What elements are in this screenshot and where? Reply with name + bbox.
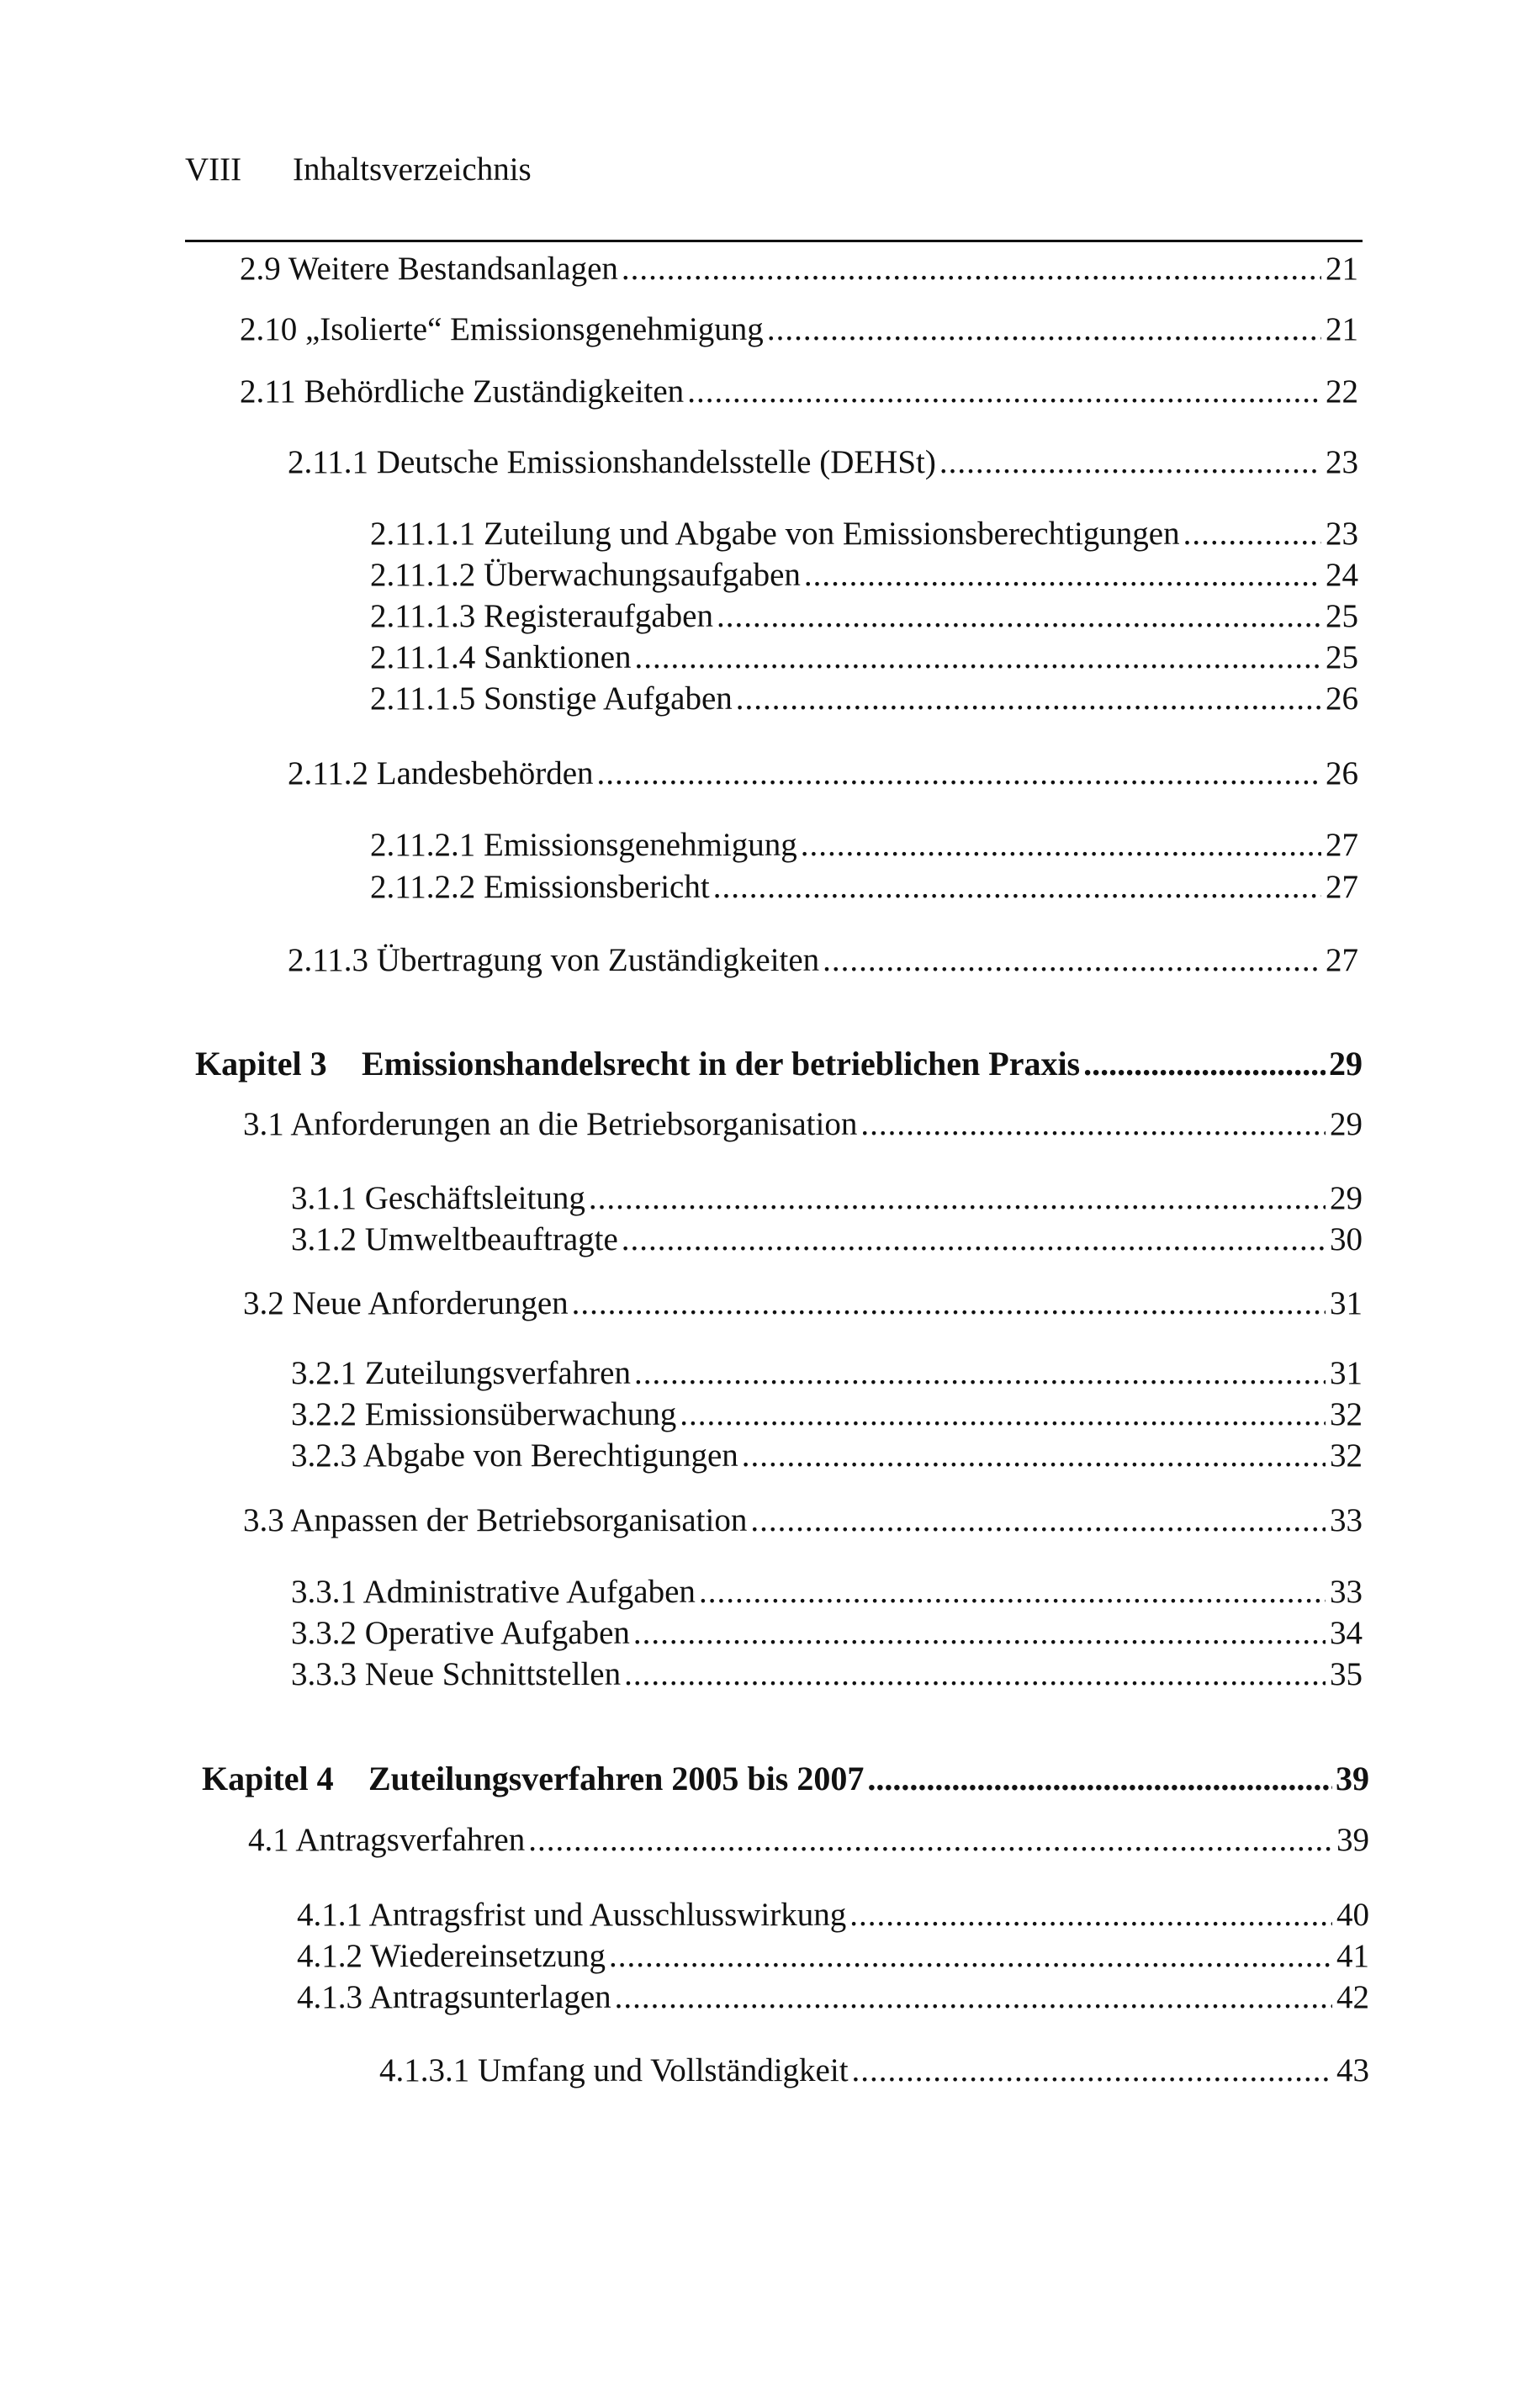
toc-entry-title: 3.2 Neue Anforderungen (243, 1285, 569, 1321)
toc-chapter-title (202, 1762, 864, 1796)
dot-leader (572, 1287, 1326, 1320)
toc-entry-title: 2.11.1.5 Sonstige Aufgaben (370, 680, 733, 717)
toc-entry-title: 3.3.2 Operative Aufgaben (291, 1615, 630, 1651)
dot-leader (852, 2054, 1332, 2087)
toc-entry-page: 29 (1330, 1106, 1363, 1142)
header-title: Inhaltsverzeichnis (293, 151, 532, 188)
dot-leader (713, 871, 1321, 903)
toc-entry-page: 24 (1326, 557, 1358, 593)
dot-leader (609, 1940, 1332, 1972)
toc-entry[interactable] (370, 600, 1358, 633)
toc-entry-page: 34 (1330, 1615, 1363, 1651)
toc-entry-title: 2.10 „Isolierte“ Emissionsgenehmigung (240, 311, 764, 347)
toc-entry[interactable] (240, 252, 1358, 285)
toc-entry-title: 4.1.1 Antragsfrist und Ausschlusswirkung (297, 1897, 847, 1933)
toc-entry-page: 29 (1330, 1180, 1363, 1216)
toc-entry[interactable] (240, 375, 1358, 408)
dot-leader (750, 1504, 1326, 1537)
toc-entry-title: 3.3 Anpassen der Betriebsorganisation (243, 1502, 748, 1538)
chapter-label: Kapitel 3 (195, 1045, 327, 1083)
dot-leader (849, 1898, 1332, 1931)
toc-entry[interactable] (240, 313, 1358, 346)
toc-entry-page: 21 (1326, 311, 1358, 347)
header-rule (185, 240, 1363, 242)
dot-leader (860, 1108, 1326, 1141)
toc-entry-page: 25 (1326, 598, 1358, 634)
toc-entry-title: 2.11 Behördliche Zuständigkeiten (240, 373, 685, 410)
chapter-title-text: Emissionshandelsrecht in der betrieblichen Praxis (362, 1045, 1081, 1083)
toc-entry-page: 31 (1330, 1285, 1363, 1321)
toc-entry-page: 29 (1329, 1045, 1363, 1083)
toc-entry-page: 43 (1336, 2052, 1369, 2088)
toc-entry-page: 27 (1326, 827, 1358, 863)
toc-entry[interactable] (370, 682, 1358, 715)
toc-entry-page: 39 (1336, 1760, 1369, 1797)
toc-entry[interactable] (243, 1287, 1363, 1320)
toc-entry-page: 35 (1330, 1656, 1363, 1692)
dot-leader (939, 446, 1321, 479)
dot-leader (528, 1824, 1332, 1856)
toc-entry[interactable] (288, 944, 1358, 977)
toc-entry[interactable] (297, 1898, 1369, 1931)
toc-entry-title: 3.1.2 Umweltbeauftragte (291, 1221, 618, 1257)
dot-leader (615, 1981, 1332, 2014)
toc-chapter-entry[interactable] (202, 1762, 1369, 1796)
toc-entry[interactable] (243, 1108, 1363, 1141)
toc-entry[interactable] (291, 1398, 1363, 1431)
toc-entry[interactable] (248, 1824, 1369, 1856)
toc-entry-title: 2.11.1.4 Sanktionen (370, 639, 632, 675)
toc-entry-title: 3.1.1 Geschäftsleitung (291, 1180, 585, 1216)
toc-entry-page: 27 (1326, 942, 1358, 978)
dot-leader (1183, 517, 1321, 550)
toc-entry-title: 2.11.2.2 Emissionsbericht (370, 869, 710, 905)
toc-entry-page: 22 (1326, 373, 1358, 410)
dot-leader (736, 682, 1321, 715)
toc-entry[interactable] (291, 1439, 1363, 1472)
toc-entry[interactable] (291, 1223, 1363, 1256)
toc-entry[interactable] (291, 1658, 1363, 1691)
toc-entry-title: 2.11.1.3 Registeraufgaben (370, 598, 713, 634)
toc-entry-title: 2.11.2 Landesbehörden (288, 755, 594, 791)
toc-entry[interactable] (370, 558, 1358, 591)
dot-leader (622, 1223, 1326, 1256)
toc-entry[interactable] (288, 757, 1358, 790)
dot-leader (767, 313, 1321, 346)
dot-leader (801, 828, 1321, 861)
toc-entry-page: 27 (1326, 869, 1358, 905)
dot-leader (622, 252, 1321, 285)
toc-entry-title: 4.1.3.1 Umfang und Vollständigkeit (379, 2052, 849, 2088)
toc-entry-title: 3.2.1 Zuteilungsverfahren (291, 1355, 631, 1391)
toc-entry-title: 3.3.1 Administrative Aufgaben (291, 1574, 696, 1610)
toc-entry[interactable] (370, 828, 1358, 861)
dot-leader (635, 641, 1321, 674)
toc-entry-page: 23 (1326, 516, 1358, 552)
toc-entry[interactable] (370, 517, 1358, 550)
toc-entry-title: 3.2.2 Emissionsüberwachung (291, 1396, 677, 1432)
dot-leader (687, 375, 1321, 408)
toc-entry-page: 26 (1326, 755, 1358, 791)
toc-entry-title: 3.1 Anforderungen an die Betriebsorganisation (243, 1106, 858, 1142)
dot-leader (597, 757, 1321, 790)
dot-leader (680, 1398, 1326, 1431)
toc-entry[interactable] (288, 446, 1358, 479)
toc-entry[interactable] (291, 1617, 1363, 1649)
toc-entry-title: 3.3.3 Neue Schnittstellen (291, 1656, 622, 1692)
toc-entry-title: 2.9 Weitere Bestandsanlagen (240, 251, 618, 287)
toc-entry-page: 25 (1326, 639, 1358, 675)
dot-leader (823, 944, 1321, 977)
toc-entry-page: 23 (1326, 444, 1358, 480)
toc-entry-page: 26 (1326, 680, 1358, 717)
dot-leader (742, 1439, 1326, 1472)
toc-entry-page: 21 (1326, 251, 1358, 287)
running-header (185, 151, 1363, 188)
toc-entry-page: 33 (1330, 1502, 1363, 1538)
toc-entry-page: 31 (1330, 1355, 1363, 1391)
toc-entry[interactable] (243, 1504, 1363, 1537)
dot-leader (804, 558, 1321, 591)
dot-leader (867, 1762, 1332, 1796)
toc-entry-page: 32 (1330, 1396, 1363, 1432)
header-page-number: VIII (185, 151, 242, 188)
toc-entry[interactable] (297, 1981, 1369, 2014)
toc-entry[interactable] (291, 1182, 1363, 1215)
toc-entry-title: 2.11.1.2 Überwachungsaufgaben (370, 557, 801, 593)
dot-leader (624, 1658, 1326, 1691)
toc-entry[interactable] (370, 871, 1358, 903)
toc-entry-page: 41 (1336, 1938, 1369, 1974)
dot-leader (699, 1575, 1326, 1608)
dot-leader (634, 1357, 1326, 1390)
dot-leader (717, 600, 1321, 633)
toc-entry-title: 4.1.2 Wiedereinsetzung (297, 1938, 606, 1974)
toc-entry[interactable] (297, 1940, 1369, 1972)
toc-entry[interactable] (291, 1575, 1363, 1608)
chapter-title-text: Zuteilungsverfahren 2005 bis 2007 (368, 1760, 865, 1797)
toc-entry-page: 32 (1330, 1437, 1363, 1474)
toc-entry[interactable] (370, 641, 1358, 674)
toc-entry-title: 2.11.3 Übertragung von Zuständigkeiten (288, 942, 820, 978)
toc-entry-page: 42 (1336, 1979, 1369, 2015)
toc-entry-title: 3.2.3 Abgabe von Berechtigungen (291, 1437, 738, 1474)
chapter-label: Kapitel 4 (202, 1760, 334, 1797)
toc-entry-title: 4.1 Antragsverfahren (248, 1822, 526, 1858)
toc-entry-page: 40 (1336, 1897, 1369, 1933)
toc-entry-page: 30 (1330, 1221, 1363, 1257)
toc-entry[interactable] (291, 1357, 1363, 1390)
toc-entry-title: 4.1.3 Antragsunterlagen (297, 1979, 611, 2015)
toc-entry-page: 33 (1330, 1574, 1363, 1610)
toc-entry-page: 39 (1336, 1822, 1369, 1858)
dot-leader (633, 1617, 1326, 1649)
dot-leader (1083, 1047, 1326, 1081)
toc-chapter-title (195, 1047, 1080, 1081)
toc-chapter-entry[interactable] (195, 1047, 1363, 1081)
dot-leader (589, 1182, 1326, 1215)
toc-entry-title: 2.11.1.1 Zuteilung und Abgabe von Emissionsberechtigungen (370, 516, 1180, 552)
toc-entry-title: 2.11.1 Deutsche Emissionshandelsstelle (DEHSt) (288, 444, 936, 480)
toc-entry-title: 2.11.2.1 Emissionsgenehmigung (370, 827, 797, 863)
toc-entry[interactable] (379, 2054, 1369, 2087)
